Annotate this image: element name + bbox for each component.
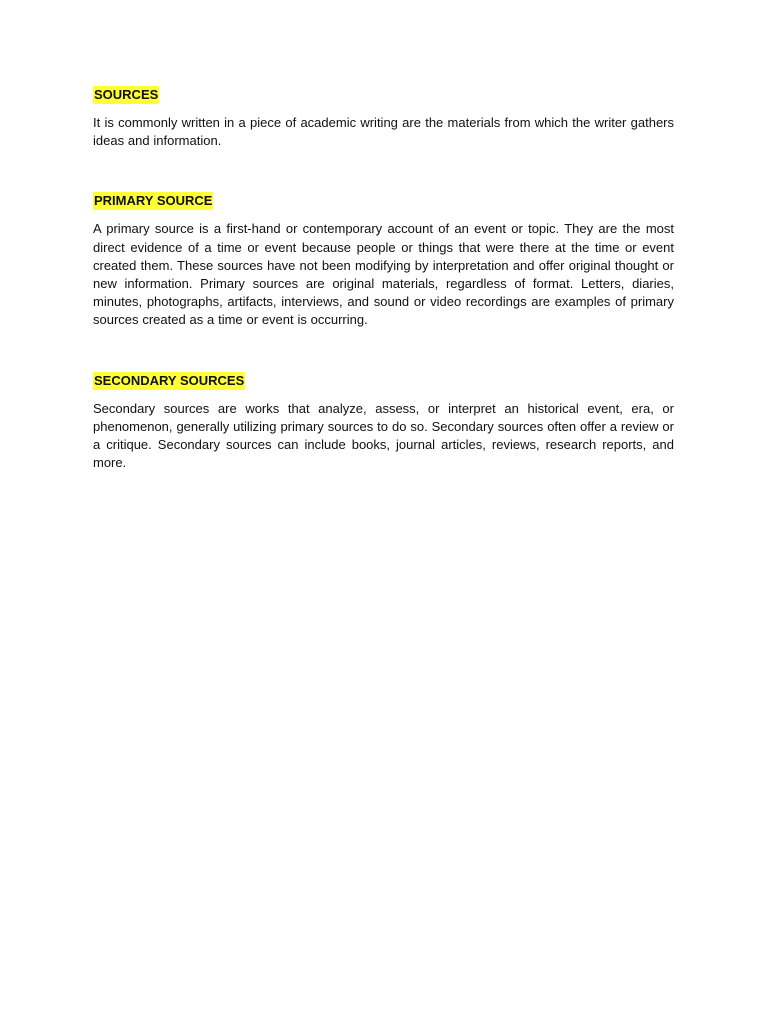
- section-primary-source: [93, 192, 674, 329]
- section-body-sources: It is commonly written in a piece of academic writing are the materials from which the writer gathers ideas and information.: [93, 115, 674, 149]
- section-body-primary-source: A primary source is a first-hand or contemporary account of an event or topic. They are the most direct evidence of a time or event because people or things that were there at the time or event created them. These sources have not been modifying by interpretation and offer original thought or new information. Primary sources are original materials, regardless of format. Letters, diaries, minutes, photographs, artifacts, interviews, and sound or video recordings are examples of primary sources created as a time or event is occurring.: [93, 221, 674, 328]
- section-heading-primary-source: PRIMARY SOURCE: [94, 193, 213, 209]
- section-body-secondary-sources: Secondary sources are works that analyze, assess, or interpret an historical event, era, or phenomenon, generally utilizing primary sources to do so. Secondary sources often offer a review or a critique. Secondary sources can include books, journal articles, reviews, research reports, and more.: [93, 400, 674, 471]
- section-heading-secondary-sources: SECONDARY SOURCES: [94, 372, 245, 388]
- section-heading-sources: SOURCES: [94, 87, 159, 102]
- section-sources: [93, 86, 674, 150]
- section-secondary-sources: [93, 372, 674, 473]
